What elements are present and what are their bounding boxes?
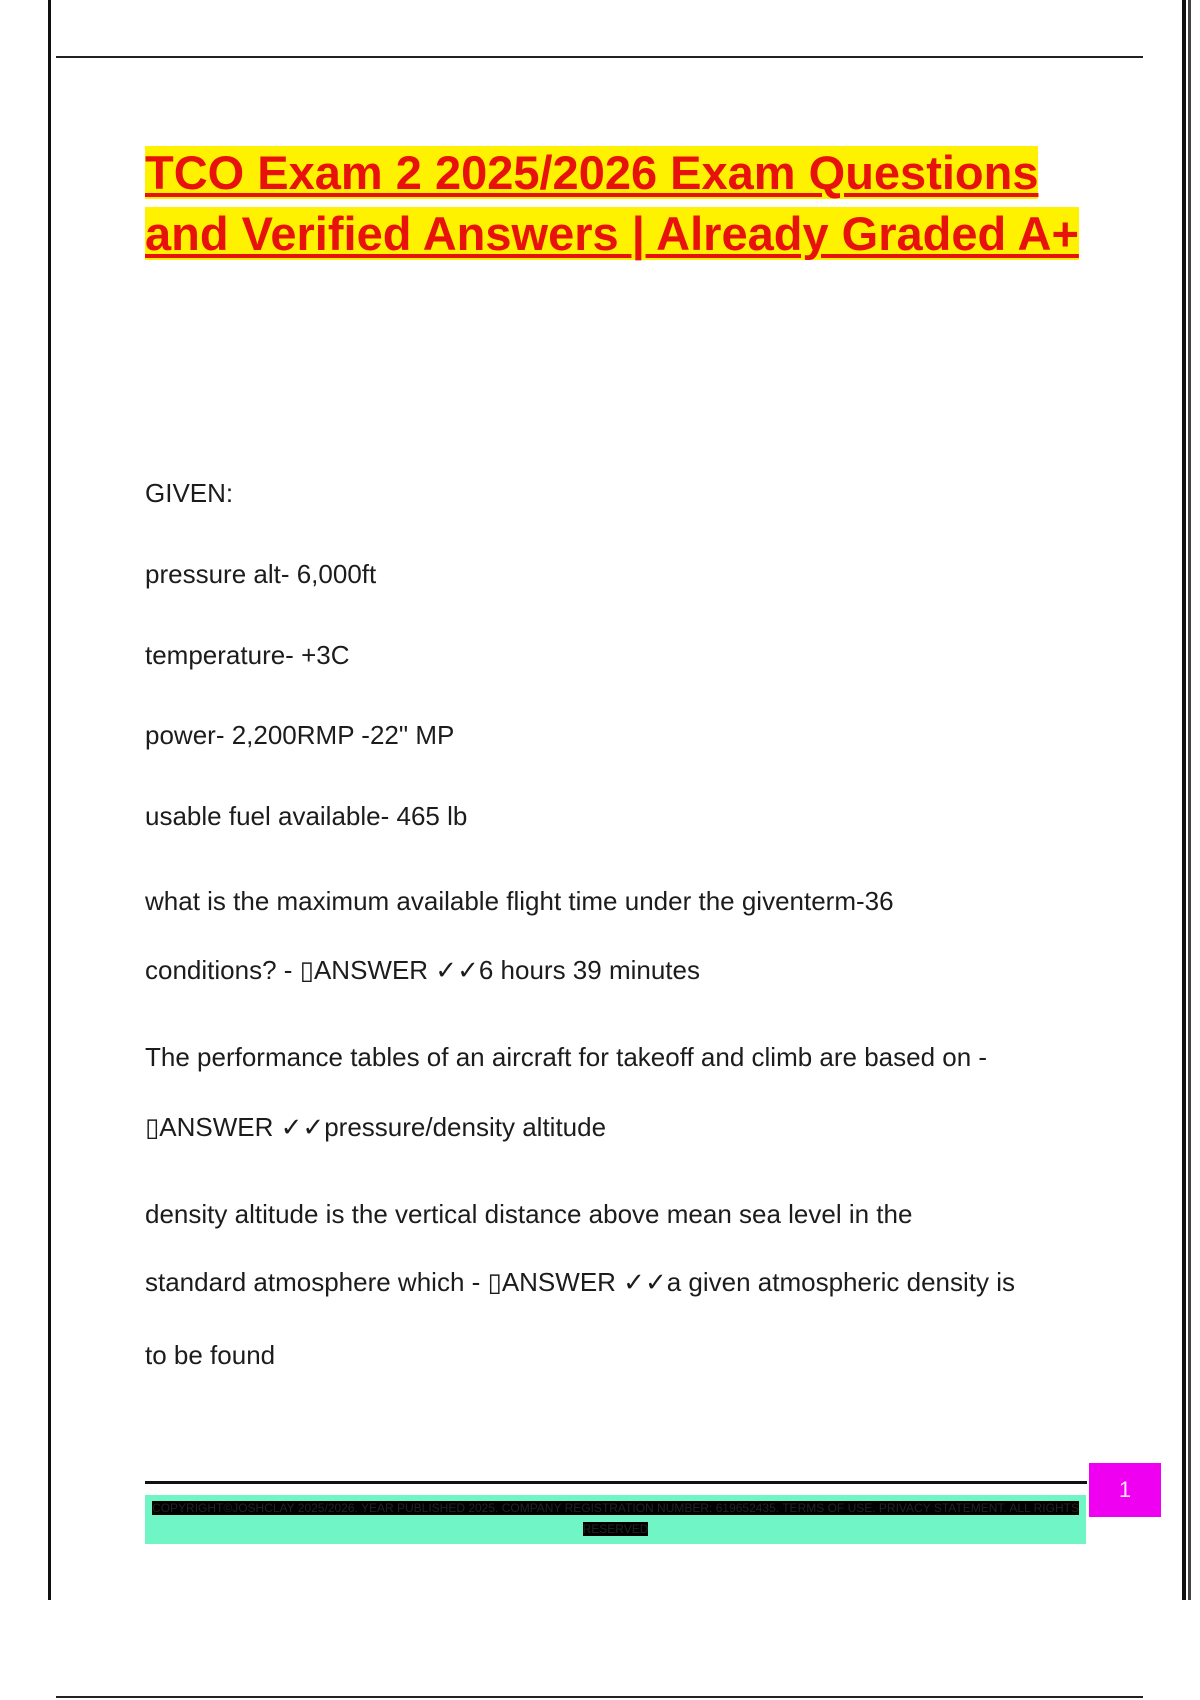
bottom-rule [56, 1696, 1143, 1698]
body-line: standard atmosphere which - ▯ANSWER ✓✓a given atmospheric density is [145, 1267, 1016, 1297]
page-border-left [48, 0, 51, 1600]
document-title [145, 142, 1105, 264]
footer-copyright-text: COPYRIGHT©JOSHCLAY 2025/2026. YEAR PUBLISHED 2025. COMPANY REGISTRATION NUMBER: 619652435. TERMS OF USE. PRIVACY STATEMENT. ALL RIGHTS RESERVED [152, 1501, 1079, 1536]
top-rule [56, 56, 1143, 58]
page-border-right [1182, 0, 1186, 1600]
title-text: TCO Exam 2 2025/2026 Exam Questions and Verified Answers | Already Graded A+ [145, 146, 1079, 260]
body-line: temperature- +3C [145, 640, 350, 670]
body-line: to be found [145, 1340, 276, 1370]
body-line: conditions? - ▯ANSWER ✓✓6 hours 39 minutes [145, 955, 700, 985]
page-number-badge: 1 [1089, 1463, 1161, 1517]
body-line: GIVEN: [145, 478, 234, 508]
footer-rule [145, 1481, 1087, 1484]
body-line: what is the maximum available flight time under the giventerm-36 [145, 886, 894, 916]
body-line: ▯ANSWER ✓✓pressure/density altitude [145, 1112, 607, 1142]
footer-band [145, 1495, 1086, 1544]
body-line: power- 2,200RMP -22" MP [145, 720, 455, 750]
body-line: The performance tables of an aircraft for takeoff and climb are based on - [145, 1042, 988, 1072]
body-line: usable fuel available- 465 lb [145, 801, 468, 831]
body-line: density altitude is the vertical distance above mean sea level in the [145, 1199, 913, 1229]
page-border-right-shadow [1188, 0, 1191, 1600]
body-line: pressure alt- 6,000ft [145, 559, 377, 589]
